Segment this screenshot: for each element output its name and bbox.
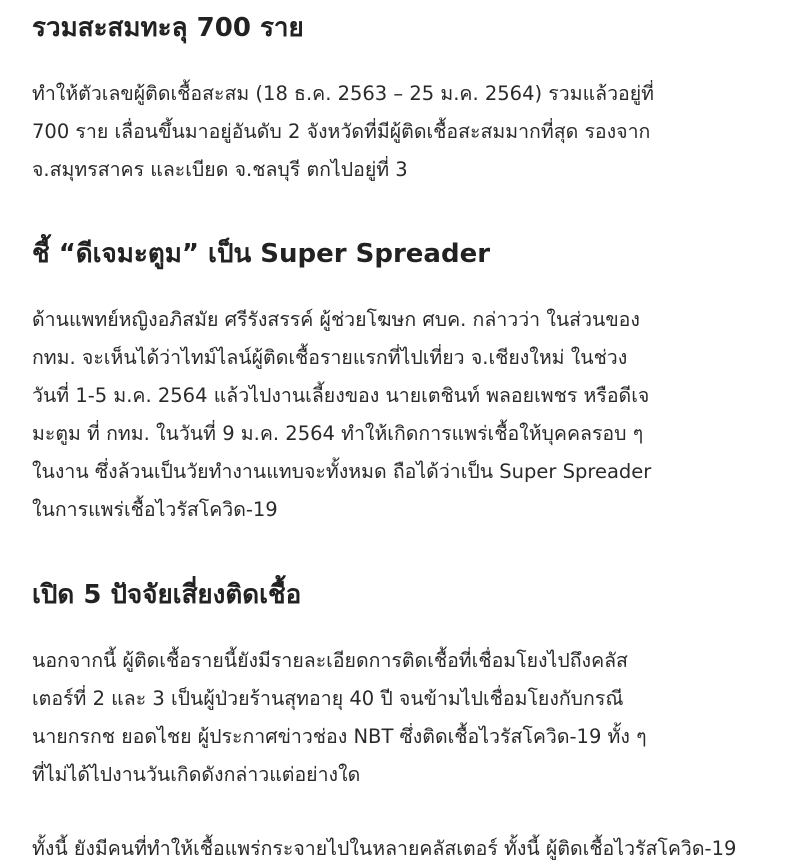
section-heading-cumulative-700: รวมสะสมทะลุ 700 ราย [32, 13, 304, 43]
paragraph-line: ในการแพร่เชื้อไวรัสโควิด-19 [32, 498, 278, 521]
paragraph-line: ทั้งนี้ ยังมีคนที่ทำให้เชื้อแพร่กระจายไปในหลายคลัสเตอร์ ทั้งนี้ ผู้ติดเชื้อไวรัสโควิด-19 [32, 837, 737, 860]
paragraph-line: นายกรกช ยอดไชย ผู้ประกาศข่าวช่อง NBT ซึ่งติดเชื้อไวรัสโควิด-19 ทั้ง ๆ [32, 725, 647, 748]
paragraph-line: นอกจากนี้ ผู้ติดเชื้อรายนี้ยังมีรายละเอียดการติดเชื้อที่เชื่อมโยงไปถึงคลัส [32, 649, 628, 672]
paragraph-line: วันที่ 1-5 ม.ค. 2564 แล้วไปงานเลี้ยงของ นายเตชินท์ พลอยเพชร หรือดีเจ [32, 384, 650, 407]
paragraph-line: จ.สมุทรสาคร และเบียด จ.ชลบุรี ตกไปอยู่ที่ 3 [32, 158, 408, 181]
paragraph-line: ที่ไม่ได้ไปงานวันเกิดดังกล่าวแต่อย่างใด [32, 763, 361, 786]
paragraph-line: ในงาน ซึ่งล้วนเป็นวัยทำงานแทบจะทั้งหมด ถือได้ว่าเป็น Super Spreader [32, 460, 652, 483]
section-heading-super-spreader: ชี้ “ดีเจมะตูม” เป็น Super Spreader [32, 239, 491, 269]
paragraph-line: 700 ราย เลื่อนขึ้นมาอยู่อันดับ 2 จังหวัดที่มีผู้ติดเชื้อสะสมมากที่สุด รองจาก [32, 120, 651, 143]
paragraph-line: ด้านแพทย์หญิงอภิสมัย ศรีรังสรรค์ ผู้ช่วยโฆษก ศบค. กล่าวว่า ในส่วนของ [32, 308, 640, 331]
paragraph-line: ทำให้ตัวเลขผู้ติดเชื้อสะสม (18 ธ.ค. 2563 – 25 ม.ค. 2564) รวมแล้วอยู่ที่ [32, 82, 655, 105]
paragraph-cumulative-cases [32, 75, 654, 189]
paragraph-trailing-cutoff [32, 830, 736, 868]
paragraph-super-spreader [32, 301, 651, 529]
paragraph-line: กทม. จะเห็นได้ว่าไทม์ไลน์ผู้ติดเชื้อรายแรกที่ไปเที่ยว จ.เชียงใหม่ ในช่วง [32, 346, 628, 369]
paragraph-line: มะตูม ที่ กทม. ในวันที่ 9 ม.ค. 2564 ทำให้เกิดการแพร่เชื้อให้บุคคลรอบ ๆ [32, 422, 644, 445]
section-heading-risk-factors: เปิด 5 ปัจจัยเสี่ยงติดเชื้อ [32, 580, 302, 610]
paragraph-line: เตอร์ที่ 2 และ 3 เป็นผู้ป่วยร้านสุทอายุ 40 ปี จนข้ามไปเชื่อมโยงกับกรณี [32, 687, 624, 710]
paragraph-risk-factors [32, 642, 647, 794]
